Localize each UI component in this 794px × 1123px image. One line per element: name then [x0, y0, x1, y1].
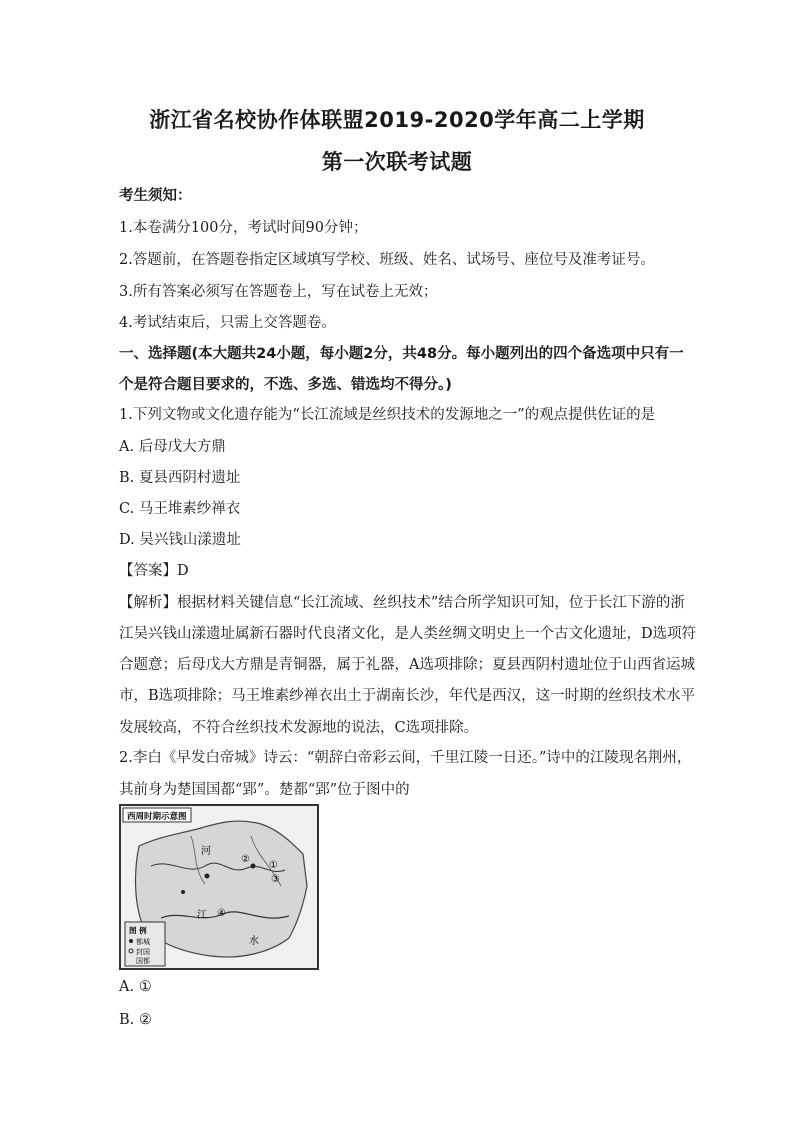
map-marker-2: ② [241, 854, 250, 865]
notice-heading: 考生须知： [119, 188, 192, 204]
map-legend-item: 封国 [136, 948, 150, 956]
notice-item: 3.所有答案必须写在答题卷上，写在试卷上无效； [119, 284, 438, 300]
map-title: 西周时期示意图 [127, 812, 187, 822]
section-heading-line-2: 个是符合题目要求的，不选、多选、错选均不得分。) [119, 377, 452, 393]
question-1-option-a: A. 后母戊大方鼎 [119, 439, 226, 455]
title-line-2: 第一次联考试题 [321, 150, 473, 174]
map-marker-3: ③ [271, 874, 280, 885]
question-1-analysis-line: 合题意；后母戊大方鼎是青铜器，属于礼器，A选项排除；夏县西阴村遗址位于山西省运城 [119, 657, 695, 673]
notice-item: 1.本卷满分100分，考试时间90分钟； [119, 220, 368, 236]
question-1-answer: 【答案】D [119, 563, 189, 579]
map-marker-4: ④ [217, 908, 226, 919]
map-legend-title: 图 例 [129, 926, 147, 935]
map-legend-item: 国都 [136, 957, 150, 965]
section-heading-line-1: 一、选择题(本大题共24小题，每小题2分，共48分。每小题列出的四个备选项中只有一 [119, 346, 684, 362]
question-1-analysis-line: 【解析】根据材料关键信息“长江流域、丝织技术”结合所学知识可知，位于长江下游的浙 [119, 595, 685, 611]
question-1-analysis-line: 江吴兴钱山漾遗址属新石器时代良渚文化，是人类丝绸文明史上一个古文化遗址，D选项符 [119, 626, 697, 642]
notice-item: 4.考试结束后，只需上交答题卷。 [119, 315, 336, 331]
notice-item: 2.答题前，在答题卷指定区域填写学校、班级、姓名、试场号、座位号及准考证号。 [119, 252, 655, 268]
question-2-stem-line-2: 其前身为楚国国都“郢”。楚都“郢”位于图中的 [119, 782, 410, 798]
map-label-he: 河 [201, 846, 211, 857]
question-1-option-b: B. 夏县西阴村遗址 [119, 470, 241, 486]
map-marker-1: ① [269, 860, 278, 871]
map-label-shui: 水 [249, 936, 259, 947]
map-label-jiang: 江 [197, 910, 207, 921]
question-2-option-b: B. ② [119, 1012, 152, 1028]
question-2-stem-line-1: 2.李白《早发白帝城》诗云：“朝辞白帝彩云间，千里江陵一日还。”诗中的江陵现名荆州， [119, 750, 692, 766]
map-drawing [121, 806, 317, 968]
question-1-analysis-line: 市，B选项排除；马王堆素纱禅衣出土于湖南长沙，年代是西汉，这一时期的丝织技术水平 [119, 688, 696, 704]
question-1-option-d: D. 吴兴钱山漾遗址 [119, 532, 241, 548]
title-line-1: 浙江省名校协作体联盟2019-2020学年高二上学期 [149, 108, 645, 132]
question-1-analysis-line: 发展较高，不符合丝织技术发源地的说法，C选项排除。 [119, 720, 479, 736]
question-1-option-c: C. 马王堆素纱禅衣 [119, 501, 241, 517]
map-legend-item: 都城 [136, 938, 150, 946]
question-2-option-a: A. ① [119, 979, 152, 995]
western-zhou-map [119, 804, 319, 970]
question-1-stem: 1.下列文物或文化遗存能为“长江流域是丝织技术的发源地之一”的观点提供佐证的是 [119, 407, 656, 423]
